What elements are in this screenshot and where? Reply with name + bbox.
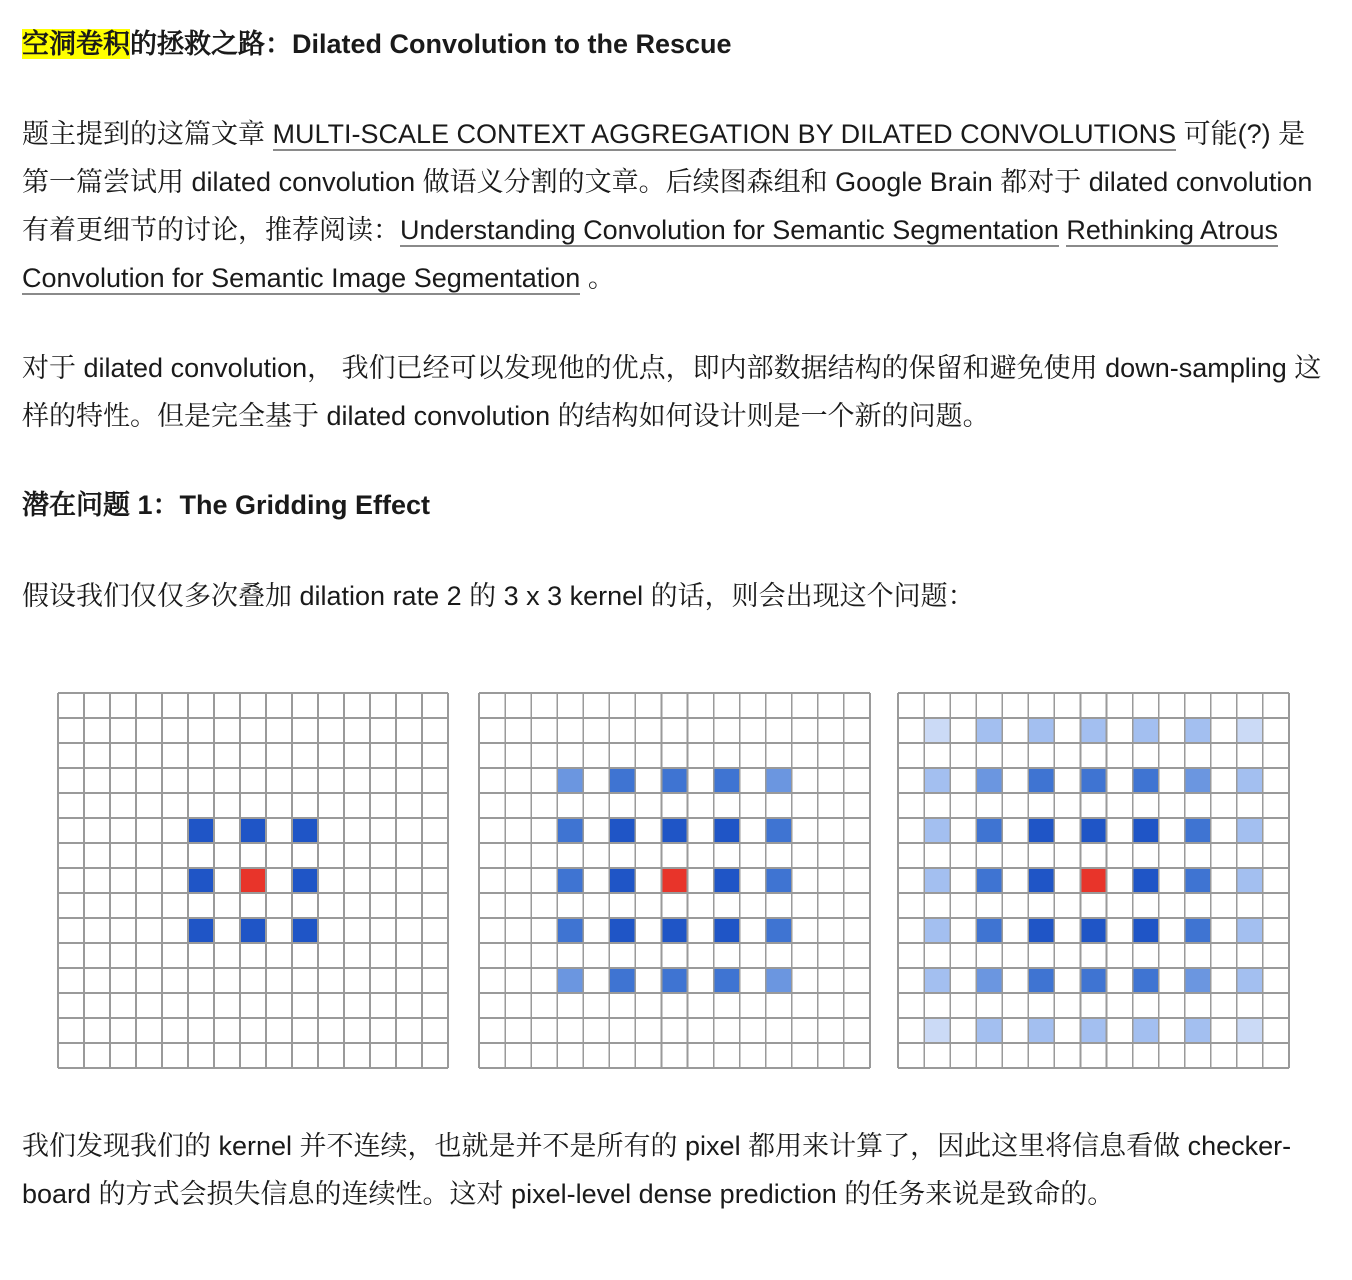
section-heading-dilated-convolution: [22, 24, 732, 64]
receptive-field-cell: [1028, 768, 1054, 793]
receptive-field-cell: [924, 918, 950, 943]
receptive-field-cell: [1028, 1018, 1054, 1043]
receptive-field-cell: [976, 968, 1002, 993]
receptive-field-cell: [1237, 818, 1263, 843]
receptive-field-cell: [1080, 768, 1106, 793]
receptive-field-cell: [1133, 918, 1159, 943]
receptive-field-cell: [976, 868, 1002, 893]
receptive-field-cell: [1080, 1018, 1106, 1043]
receptive-field-cell: [609, 968, 635, 993]
center-pixel-cell: [661, 868, 687, 893]
receptive-field-cell: [292, 918, 318, 943]
receptive-field-cell: [1080, 818, 1106, 843]
receptive-field-cell: [1133, 1018, 1159, 1043]
section-heading-gridding-effect: 潜在问题 1：The Gridding Effect: [22, 490, 431, 520]
receptive-field-cell: [661, 818, 687, 843]
receptive-field-cell: [1028, 818, 1054, 843]
receptive-field-cell: [1185, 1018, 1211, 1043]
receptive-field-cell: [1028, 968, 1054, 993]
link-multi-scale-context[interactable]: MULTI-SCALE CONTEXT AGGREGATION BY DILATED CONVOLUTIONS: [272, 119, 1177, 149]
receptive-field-cell: [924, 868, 950, 893]
receptive-field-cell: [661, 918, 687, 943]
receptive-field-cell: [1133, 818, 1159, 843]
receptive-field-cell: [1185, 868, 1211, 893]
receptive-field-cell: [557, 868, 583, 893]
receptive-field-cell: [1185, 818, 1211, 843]
receptive-field-cell: [766, 768, 792, 793]
receptive-field-cell: [1185, 968, 1211, 993]
receptive-field-cell: [557, 768, 583, 793]
receptive-field-cell: [609, 818, 635, 843]
receptive-field-cell: [661, 968, 687, 993]
receptive-field-cell: [609, 918, 635, 943]
receptive-field-cell: [924, 1018, 950, 1043]
receptive-field-cell: [188, 818, 214, 843]
receptive-field-cell: [1237, 1018, 1263, 1043]
receptive-field-cell: [1080, 918, 1106, 943]
center-pixel-cell: [240, 868, 266, 893]
grid-panel-1: [57, 692, 449, 1069]
receptive-field-cell: [557, 818, 583, 843]
receptive-field-cell: [1028, 718, 1054, 743]
intro-paragraph: [22, 110, 1332, 302]
receptive-field-cell: [766, 968, 792, 993]
receptive-field-cell: [240, 918, 266, 943]
receptive-field-cell: [1237, 868, 1263, 893]
receptive-field-cell: [188, 868, 214, 893]
receptive-field-cell: [714, 918, 740, 943]
highlighted-text: 空洞卷积: [22, 29, 130, 59]
receptive-field-cell: [609, 768, 635, 793]
text: 可能(?) 是第一篇尝试用 dilated convolution 做语义分割的文章。后续图森组和 Google Brain 都对于 dilated convolution 有着更细节的讨论，推荐阅读：: [22, 119, 1313, 245]
receptive-field-cell: [924, 768, 950, 793]
grid-panel-3: [897, 692, 1290, 1069]
receptive-field-cell: [557, 918, 583, 943]
center-pixel-cell: [1080, 868, 1106, 893]
receptive-field-cell: [924, 818, 950, 843]
receptive-field-cell: [924, 718, 950, 743]
link-rethinking-atrous[interactable]: Rethinking Atrous Convolution for Semantic Image Segmentation: [22, 215, 1279, 293]
receptive-field-cell: [976, 918, 1002, 943]
advantages-paragraph: 对于 dilated convolution， 我们已经可以发现他的优点，即内部数据结构的保留和避免使用 down-sampling 这样的特性。但是完全基于 dilated convolution 的结构如何设计则是一个新的问题。: [22, 353, 1322, 431]
receptive-field-cell: [766, 918, 792, 943]
receptive-field-cell: [1028, 918, 1054, 943]
receptive-field-cell: [609, 868, 635, 893]
link-understanding-convolution[interactable]: Understanding Convolution for Semantic Segmentation: [400, 215, 1059, 245]
receptive-field-cell: [766, 868, 792, 893]
receptive-field-cell: [1133, 868, 1159, 893]
receptive-field-cell: [1133, 718, 1159, 743]
receptive-field-cell: [714, 968, 740, 993]
receptive-field-cell: [1133, 968, 1159, 993]
receptive-field-cell: [1237, 918, 1263, 943]
receptive-field-cell: [1028, 868, 1054, 893]
receptive-field-cell: [714, 768, 740, 793]
receptive-field-cell: [976, 818, 1002, 843]
receptive-field-cell: [1185, 918, 1211, 943]
receptive-field-cell: [714, 818, 740, 843]
receptive-field-cell: [714, 868, 740, 893]
receptive-field-cell: [557, 968, 583, 993]
receptive-field-cell: [1185, 768, 1211, 793]
receptive-field-cell: [292, 868, 318, 893]
receptive-field-cell: [976, 718, 1002, 743]
receptive-field-cell: [1237, 718, 1263, 743]
receptive-field-cell: [1237, 968, 1263, 993]
receptive-field-cell: [661, 768, 687, 793]
text: 。: [580, 263, 615, 293]
problem-paragraph: 假设我们仅仅多次叠加 dilation rate 2 的 3 x 3 kernel 的话，则会出现这个问题：: [22, 581, 975, 611]
receptive-field-cell: [976, 768, 1002, 793]
receptive-field-cell: [766, 818, 792, 843]
receptive-field-cell: [292, 818, 318, 843]
receptive-field-cell: [240, 818, 266, 843]
receptive-field-cell: [924, 968, 950, 993]
receptive-field-cell: [1185, 718, 1211, 743]
text: 题主提到的这篇文章: [22, 119, 273, 149]
grid-panel-2: [478, 692, 871, 1069]
receptive-field-cell: [1080, 968, 1106, 993]
receptive-field-cell: [976, 1018, 1002, 1043]
heading-text: 的拯救之路：Dilated Convolution to the Rescue: [130, 29, 732, 59]
receptive-field-cell: [1133, 768, 1159, 793]
conclusion-paragraph: 我们发现我们的 kernel 并不连续，也就是并不是所有的 pixel 都用来计算了，因此这里将信息看做 checker-board 的方式会损失信息的连续性。这对 pixel-level dense prediction 的任务来说是致命的。: [22, 1131, 1292, 1209]
receptive-field-cell: [1237, 768, 1263, 793]
receptive-field-cell: [188, 918, 214, 943]
receptive-field-cell: [1080, 718, 1106, 743]
